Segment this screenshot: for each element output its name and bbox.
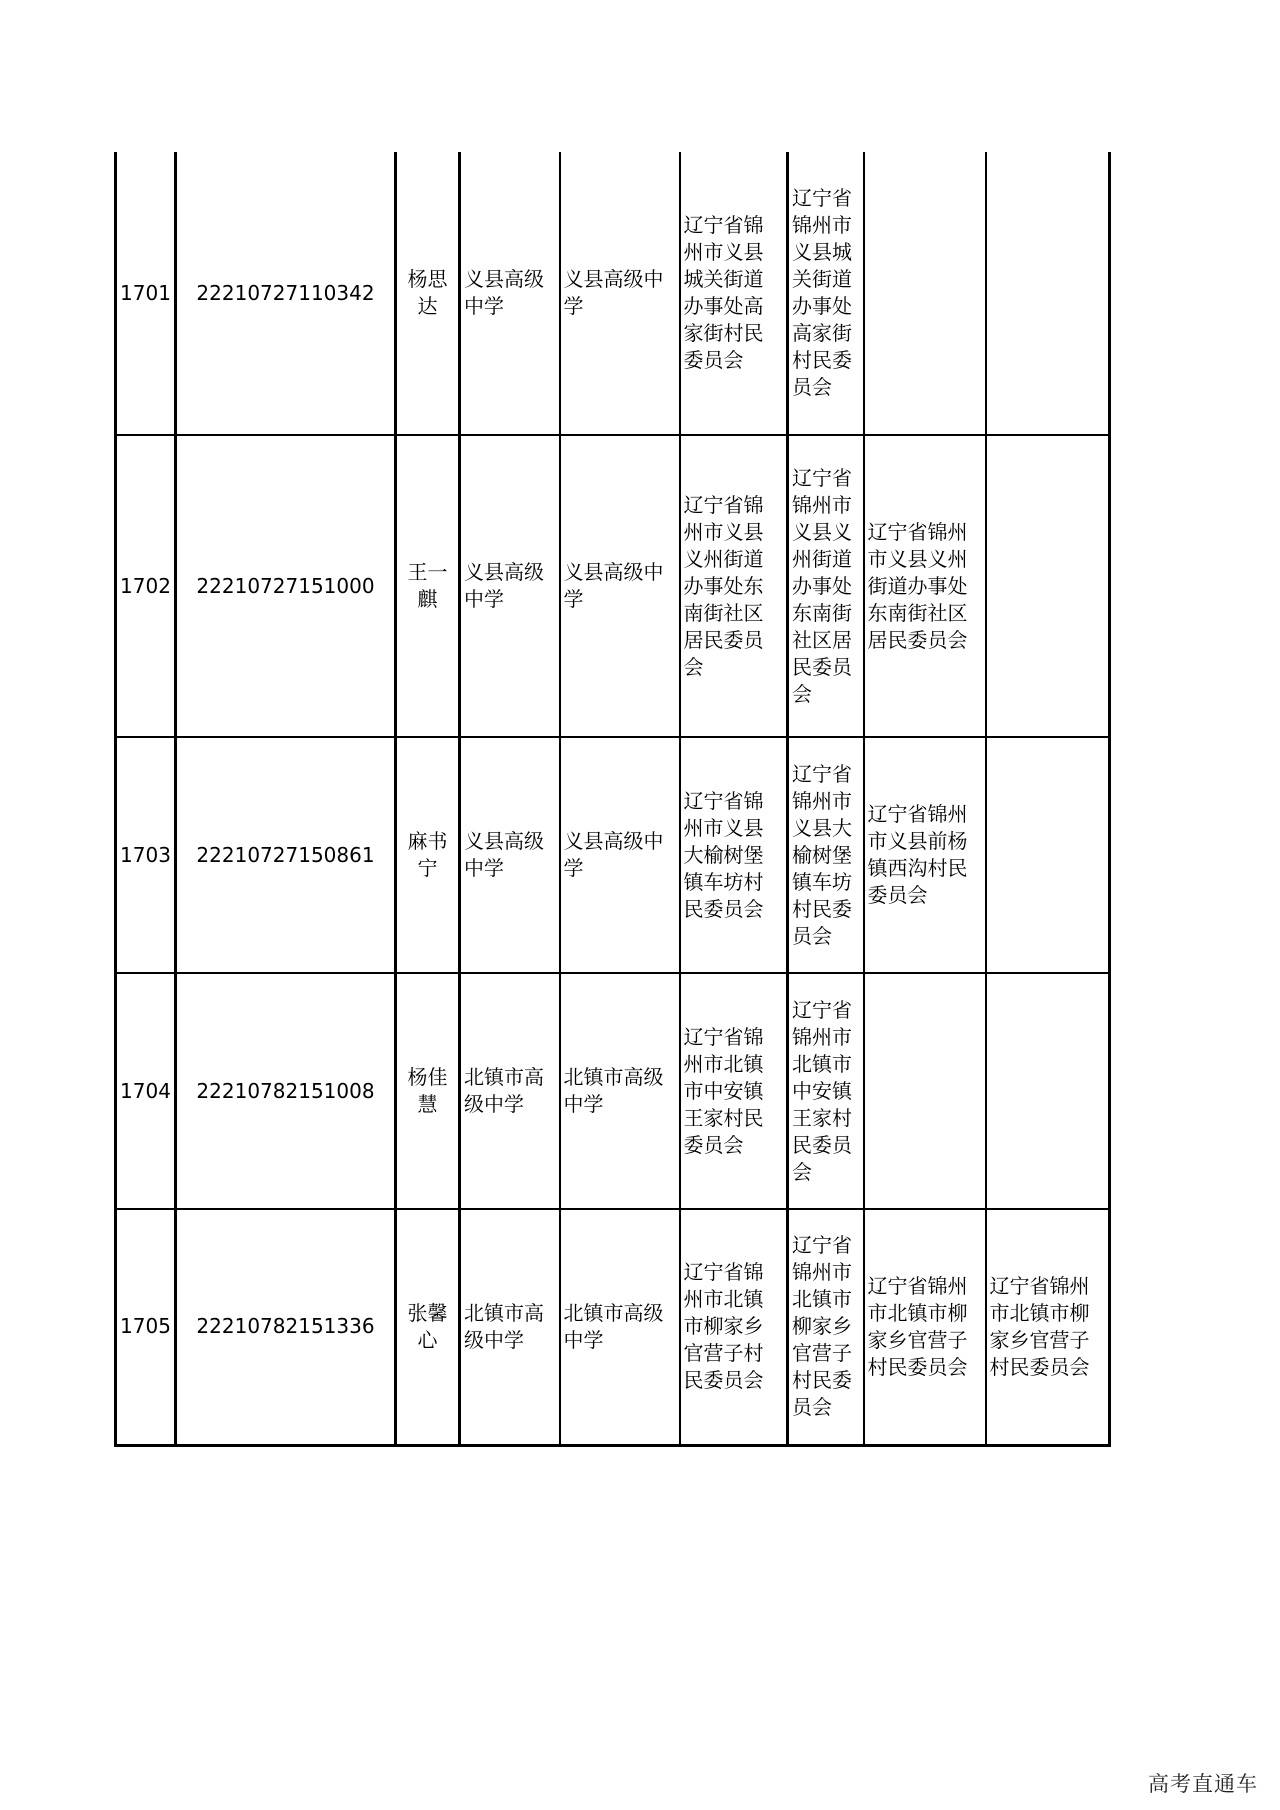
parent-household-cell: 辽宁省锦州市北镇市柳家乡官营子村民委员会 xyxy=(864,1209,986,1445)
table-row xyxy=(116,435,1110,737)
roster-body xyxy=(116,152,1110,1445)
student-name-cell: 杨佳慧 xyxy=(396,973,460,1209)
exam-number-cell: 22210727151000 xyxy=(176,435,396,737)
seq-cell: 1705 xyxy=(116,1209,176,1445)
graduated-school-cell: 义县高级中学 xyxy=(560,737,680,973)
seq-cell: 1701 xyxy=(116,152,176,435)
table-row xyxy=(116,973,1110,1209)
household-address-cell: 辽宁省锦州市义县大榆树堡镇车坊村民委员会 xyxy=(680,737,788,973)
household-address-cell: 辽宁省锦州市义县城关街道办事处高家街村民委员会 xyxy=(680,152,788,435)
school-cell: 北镇市高级中学 xyxy=(460,1209,560,1445)
guardian-household-cell xyxy=(986,152,1110,435)
parent-household-cell: 辽宁省锦州市义县前杨镇西沟村民委员会 xyxy=(864,737,986,973)
household-address-cell: 辽宁省锦州市义县义州街道办事处东南街社区居民委员会 xyxy=(680,435,788,737)
student-name-cell: 麻书宁 xyxy=(396,737,460,973)
graduated-school-cell: 北镇市高级中学 xyxy=(560,1209,680,1445)
exam-number-cell: 22210727150861 xyxy=(176,737,396,973)
household-address-cell: 辽宁省锦州市北镇市中安镇王家村民委员会 xyxy=(680,973,788,1209)
residence-address-cell: 辽宁省锦州市北镇市柳家乡官营子村民委员会 xyxy=(788,1209,864,1445)
parent-household-cell: 辽宁省锦州市义县义州街道办事处东南街社区居民委员会 xyxy=(864,435,986,737)
exam-number-cell: 22210782151336 xyxy=(176,1209,396,1445)
school-cell: 义县高级中学 xyxy=(460,435,560,737)
exam-number-cell: 22210782151008 xyxy=(176,973,396,1209)
seq-cell: 1704 xyxy=(116,973,176,1209)
student-name-cell: 张馨心 xyxy=(396,1209,460,1445)
exam-number-cell: 22210727110342 xyxy=(176,152,396,435)
parent-household-cell xyxy=(864,152,986,435)
school-cell: 义县高级中学 xyxy=(460,152,560,435)
seq-cell: 1703 xyxy=(116,737,176,973)
table-row xyxy=(116,1209,1110,1445)
student-name-cell: 杨思达 xyxy=(396,152,460,435)
student-roster-table xyxy=(114,152,1111,1447)
guardian-household-cell xyxy=(986,737,1110,973)
residence-address-cell: 辽宁省锦州市义县大榆树堡镇车坊村民委员会 xyxy=(788,737,864,973)
school-cell: 义县高级中学 xyxy=(460,737,560,973)
guardian-household-cell xyxy=(986,435,1110,737)
graduated-school-cell: 北镇市高级中学 xyxy=(560,973,680,1209)
table-row xyxy=(116,152,1110,435)
watermark-text: 高考直通车 xyxy=(1148,1772,1258,1796)
residence-address-cell: 辽宁省锦州市义县义州街道办事处东南街社区居民委员会 xyxy=(788,435,864,737)
graduated-school-cell: 义县高级中学 xyxy=(560,435,680,737)
residence-address-cell: 辽宁省锦州市北镇市中安镇王家村民委员会 xyxy=(788,973,864,1209)
school-cell: 北镇市高级中学 xyxy=(460,973,560,1209)
guardian-household-cell: 辽宁省锦州市北镇市柳家乡官营子村民委员会 xyxy=(986,1209,1110,1445)
graduated-school-cell: 义县高级中学 xyxy=(560,152,680,435)
parent-household-cell xyxy=(864,973,986,1209)
table-row xyxy=(116,737,1110,973)
student-name-cell: 王一麒 xyxy=(396,435,460,737)
household-address-cell: 辽宁省锦州市北镇市柳家乡官营子村民委员会 xyxy=(680,1209,788,1445)
guardian-household-cell xyxy=(986,973,1110,1209)
seq-cell: 1702 xyxy=(116,435,176,737)
residence-address-cell: 辽宁省锦州市义县城关街道办事处高家街村民委员会 xyxy=(788,152,864,435)
